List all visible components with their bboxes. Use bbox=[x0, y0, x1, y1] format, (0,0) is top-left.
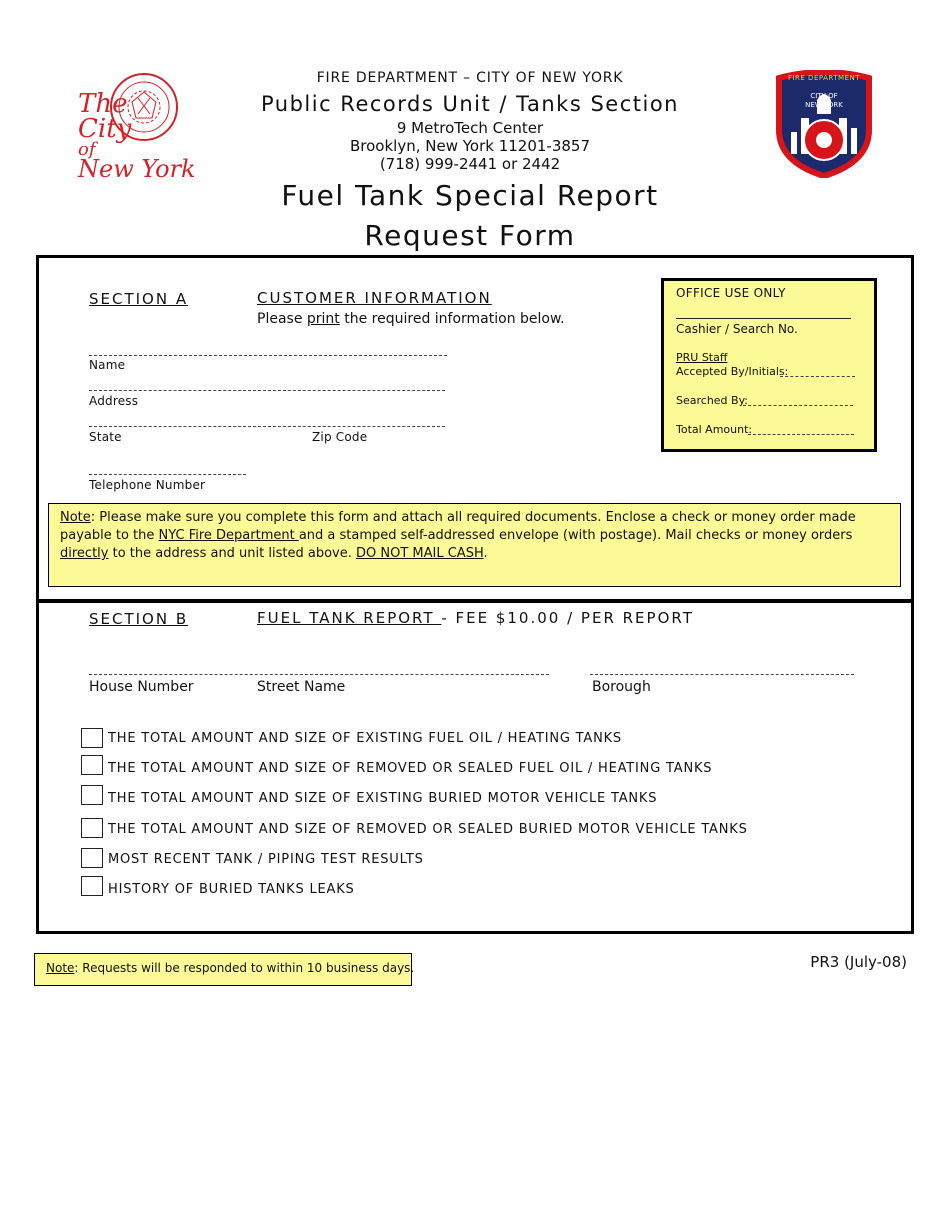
section-b-label: SECTION B bbox=[89, 610, 189, 628]
phone-label: Telephone Number bbox=[89, 478, 206, 492]
checkbox-existing-buried-mv[interactable] bbox=[81, 785, 103, 805]
zip-label: Zip Code bbox=[312, 430, 368, 444]
house-number-label: House Number bbox=[89, 679, 194, 695]
item-existing-buried-mv: THE TOTAL AMOUNT AND SIZE OF EXISTING BURIED MOTOR VEHICLE TANKS bbox=[108, 791, 658, 806]
fdny-logo bbox=[775, 70, 873, 178]
searched-by-field[interactable] bbox=[743, 405, 853, 406]
name-field[interactable] bbox=[89, 355, 447, 356]
office-use-title: OFFICE USE ONLY bbox=[676, 286, 786, 300]
note-text: Note: Please make sure you complete this form and attach all required documents. Enclose a check or money order made payable to the NYC Fire Department and a stamped self-addressed envelope (with postage). Mail checks or money orders directly to the address and unit listed above. DO NOT MAIL CASH. bbox=[60, 510, 856, 561]
checkbox-existing-fuel-oil[interactable] bbox=[81, 728, 103, 748]
address-line2: Brooklyn, New York 11201-3857 bbox=[349, 137, 590, 155]
item-existing-fuel-oil: THE TOTAL AMOUNT AND SIZE OF EXISTING FUEL OIL / HEATING TANKS bbox=[108, 731, 622, 746]
bottom-note-text: Note: Requests will be responded to within 10 business days. bbox=[46, 961, 415, 975]
section-a-title: CUSTOMER INFORMATION bbox=[257, 289, 492, 307]
state-label: State bbox=[89, 430, 122, 444]
state-zip-field[interactable] bbox=[89, 426, 445, 427]
phone-line: (718) 999-2441 or 2442 bbox=[379, 155, 561, 173]
accepted-by-label: Accepted By/Initials: bbox=[676, 365, 789, 378]
item-removed-fuel-oil: THE TOTAL AMOUNT AND SIZE OF REMOVED OR SEALED FUEL OIL / HEATING TANKS bbox=[108, 761, 713, 776]
page-subtitle: Request Form bbox=[364, 219, 576, 252]
dept-name: FIRE DEPARTMENT – CITY OF NEW YORK bbox=[316, 70, 624, 86]
checkbox-removed-buried-mv[interactable] bbox=[81, 818, 103, 838]
nyc-logo-newyork: New York bbox=[78, 155, 196, 184]
unit-name: Public Records Unit / Tanks Section bbox=[260, 92, 679, 116]
nyc-logo-of: of bbox=[78, 139, 96, 161]
accepted-by-field[interactable] bbox=[780, 376, 855, 377]
address-field[interactable] bbox=[89, 390, 445, 391]
name-label: Name bbox=[89, 358, 126, 372]
searched-by-label: Searched By: bbox=[676, 394, 748, 407]
total-amount-label: Total Amount: bbox=[676, 423, 753, 436]
pru-staff-label: PRU Staff bbox=[676, 351, 728, 364]
item-test-results: MOST RECENT TANK / PIPING TEST RESULTS bbox=[108, 852, 424, 867]
fdny-city-line2: NEW YORK bbox=[805, 101, 843, 109]
page-title: Fuel Tank Special Report bbox=[281, 179, 659, 212]
section-a-instructions: Please print the required information below. bbox=[257, 311, 565, 327]
street-name-label: Street Name bbox=[257, 679, 346, 695]
cashier-field[interactable] bbox=[676, 318, 851, 319]
item-leak-history: HISTORY OF BURIED TANKS LEAKS bbox=[108, 882, 355, 897]
address-line1: 9 MetroTech Center bbox=[396, 119, 544, 137]
checkbox-test-results[interactable] bbox=[81, 848, 103, 868]
checkbox-leak-history[interactable] bbox=[81, 876, 103, 896]
address-label: Address bbox=[89, 394, 139, 408]
borough-label: Borough bbox=[592, 679, 651, 695]
nyc-logo-city: City bbox=[78, 113, 132, 144]
form-code: PR3 (July-08) bbox=[810, 953, 907, 971]
borough-field[interactable] bbox=[590, 674, 854, 675]
phone-field[interactable] bbox=[89, 474, 246, 475]
total-amount-field[interactable] bbox=[748, 434, 854, 435]
section-b-title: FUEL TANK REPORT - FEE $10.00 / PER REPORT bbox=[257, 609, 694, 627]
fdny-city-line1: CITY OF bbox=[810, 92, 838, 100]
fdny-arc-text: FIRE DEPARTMENT bbox=[787, 74, 861, 82]
address-street-field[interactable] bbox=[89, 674, 549, 675]
checkbox-removed-fuel-oil[interactable] bbox=[81, 755, 103, 775]
cashier-label: Cashier / Search No. bbox=[676, 322, 798, 336]
nyc-logo bbox=[72, 72, 212, 190]
nyc-logo-the: The bbox=[78, 89, 128, 119]
item-removed-buried-mv: THE TOTAL AMOUNT AND SIZE OF REMOVED OR SEALED BURIED MOTOR VEHICLE TANKS bbox=[108, 822, 748, 837]
section-a-label: SECTION A bbox=[89, 290, 189, 308]
fdny-patch-icon bbox=[775, 70, 873, 178]
